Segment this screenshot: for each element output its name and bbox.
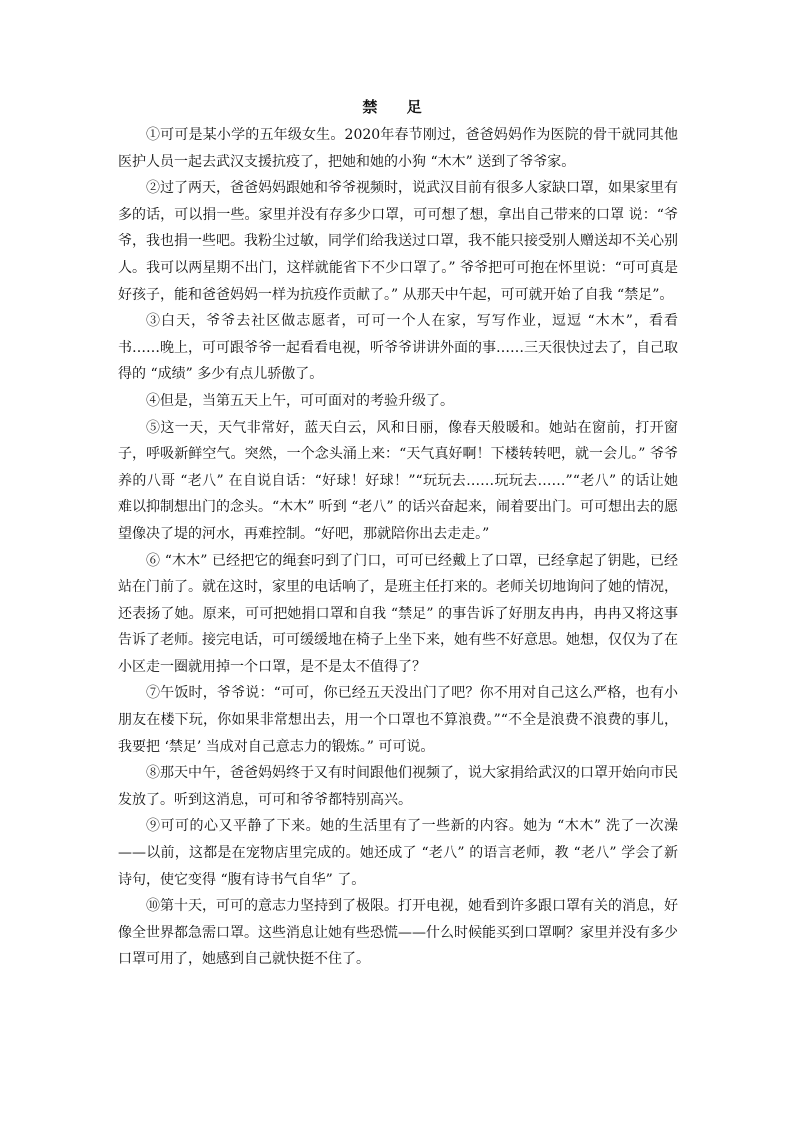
paragraph-4: ④但是，当第五天上午，可可面对的考验升级了。 xyxy=(146,392,454,409)
paragraph-5: ⑤这一天，天气非常好，蓝天白云，风和日丽，像春天般暖和。她站在窗前，打开窗子，呼吸新鲜空气。突然，一个念头涌上来：“天气真好啊！下楼转转吧，就一会儿。” 爷爷养的八哥 “老八” 在自说自话：“好球！好球！”“玩玩去……玩玩去……”“老八” 的话让她难以抑制想出门的念头。“木木” 听到 “老八” 的话兴奋起来，闹着要出门。可可想出去的愿望像决了堤的河水，再难控制。“好吧，那就陪你出去走走。” xyxy=(118,419,678,542)
paragraph-7: ⑦午饭时，爷爷说：“可可，你已经五天没出门了吧？你不用对自己这么严格，也有小朋友在楼下玩，你如果非常想出去，用一个口罩也不算浪费。”“不全是浪费不浪费的事儿，我要把 ‘禁足’ 当成对自己意志力的锻炼。” 可可说。 xyxy=(118,685,678,755)
document-page xyxy=(118,96,678,973)
paragraph-9: ⑨可可的心又平静了下来。她的生活里有了一些新的内容。她为 “木木” 洗了一次澡——以前，这都是在宠物店里完成的。她还成了 “老八” 的语言老师，教 “老八” 学会了新诗句，使它变得 “腹有诗书气自华” 了。 xyxy=(118,818,678,888)
paragraph-1: ①可可是某小学的五年级女生。2020年春节刚过，爸爸妈妈作为医院的骨干就同其他医护人员一起去武汉支援抗疫了，把她和她的小狗 “木木” 送到了爷爷家。 xyxy=(118,127,678,170)
document-title: 禁 足 xyxy=(362,98,434,116)
paragraph-10: ⑩第十天，可可的意志力坚持到了极限。打开电视，她看到许多跟口罩有关的消息，好像全世界都急需口罩。这些消息让她有些恐慌——什么时候能买到口罩啊？家里并没有多少口罩可用了，她感到自己就快挺不住了。 xyxy=(118,898,678,968)
paragraph-3: ③白天，爷爷去社区做志愿者，可可一个人在家，写写作业，逗逗 “木木”，看看书……晚上，可可跟爷爷一起看看电视，听爷爷讲讲外面的事……三天很快过去了，自己取得的 “成绩” 多少有点儿骄傲了。 xyxy=(118,313,678,383)
paragraph-6: ⑥ “木木” 已经把它的绳套叼到了门口，可可已经戴上了口罩，已经拿起了钥匙，已经站在门前了。就在这时，家里的电话响了，是班主任打来的。老师关切地询问了她的情况，还表扬了她。原来，可可把她捐口罩和自我 “禁足” 的事告诉了好朋友冉冉，冉冉又将这事告诉了老师。接完电话，可可缓缓地在椅子上坐下来，她有些不好意思。她想，仅仅为了在小区走一圈就用掉一个口罩，是不是太不值得了？ xyxy=(118,552,678,675)
paragraph-2: ②过了两天，爸爸妈妈跟她和爷爷视频时，说武汉目前有很多人家缺口罩，如果家里有多的话，可以捐一些。家里并没有存多少口罩，可可想了想，拿出自己带来的口罩 说：“爷爷，我也捐一些吧。我粉尘过敏，同学们给我送过口罩，我不能只接受别人赠送却不关心别人。我可以两星期不出门，这样就能省下不少口罩了。” 爷爷把可可抱在怀里说：“可可真是好孩子，能和爸爸妈妈一样为抗疫作贡献了。” 从那天中午起，可可就开始了自我 “禁足”。 xyxy=(118,180,678,303)
paragraph-8: ⑧那天中午，爸爸妈妈终于又有时间跟他们视频了，说大家捐给武汉的口罩开始向市民发放了。听到这消息，可可和爷爷都特别高兴。 xyxy=(118,765,678,808)
